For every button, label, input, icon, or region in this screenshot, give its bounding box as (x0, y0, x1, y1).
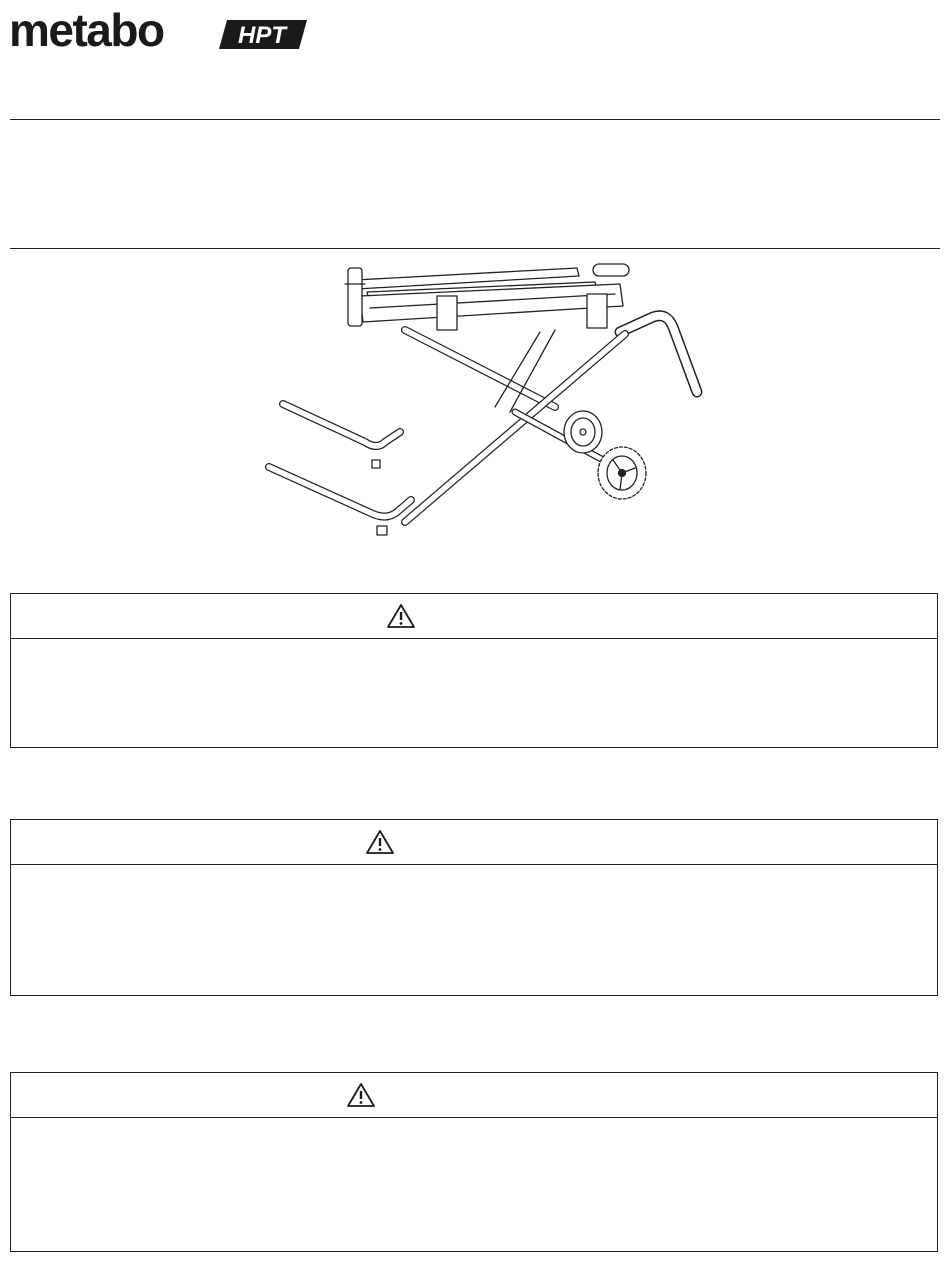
warning-header (11, 1073, 937, 1118)
brand-badge: HPT (238, 22, 286, 49)
front-wheel (598, 447, 646, 499)
left-bracket (437, 296, 457, 330)
brand-logo (9, 8, 309, 54)
main-beam (360, 284, 623, 322)
stand-illustration (255, 262, 705, 542)
right-bracket (587, 294, 607, 328)
warning-triangle-icon (386, 603, 416, 629)
second-divider (10, 248, 940, 249)
right-roller (593, 264, 629, 276)
warning-header (11, 820, 937, 865)
brand-wordmark: metabo (9, 8, 164, 54)
left-end-stop (348, 268, 362, 326)
warning-box-1 (10, 593, 938, 748)
pull-handle-inner (620, 316, 697, 392)
warning-header (11, 594, 937, 639)
rear-wheel (564, 411, 602, 453)
foot-rear (372, 460, 380, 468)
frame-leg-a-inner (405, 330, 555, 407)
left-leg-front-inner (269, 467, 411, 517)
warning-triangle-icon (346, 1082, 376, 1108)
warning-box-3 (10, 1072, 938, 1252)
top-divider (10, 119, 940, 120)
warning-box-2 (10, 819, 938, 996)
warning-triangle-icon (365, 829, 395, 855)
foot-front (377, 526, 387, 535)
